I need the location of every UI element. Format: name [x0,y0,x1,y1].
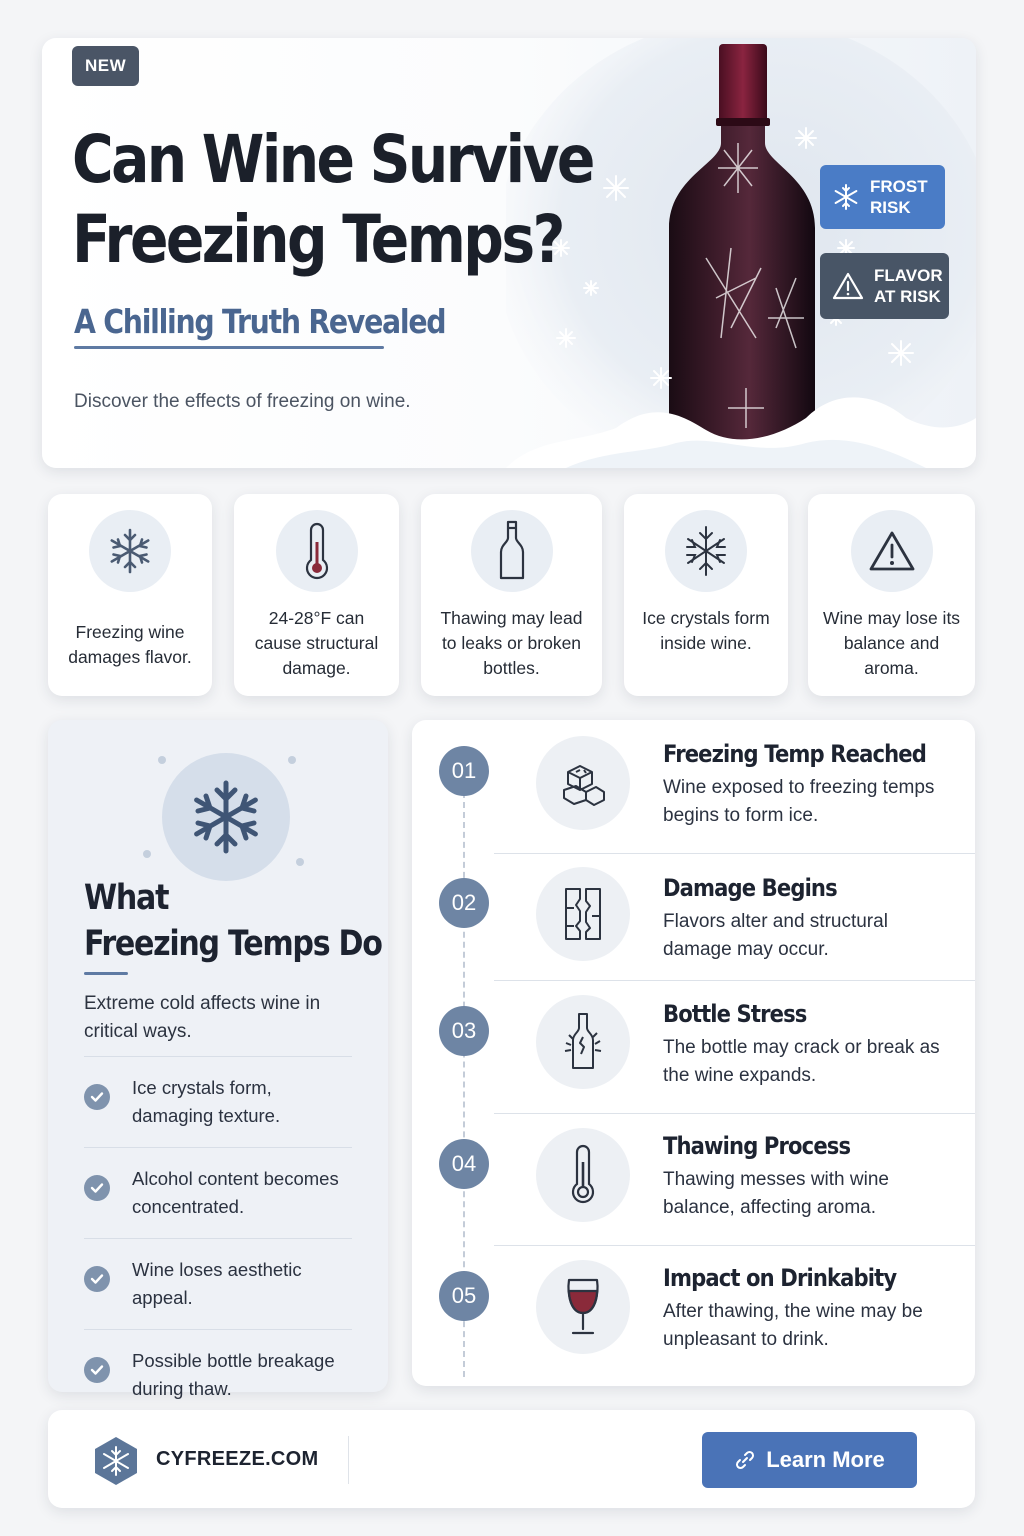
flavor-at-risk-tag [820,253,949,319]
panel-title-underline [84,972,128,975]
checklist-item [84,1147,352,1238]
decor-dot [296,858,304,866]
title-line-2: Freezing Temps? [72,201,563,278]
step-icon-circle [536,736,630,830]
fact-card [808,494,975,696]
step-number: 05 [439,1271,489,1321]
check-icon [84,1084,110,1110]
step-number: 01 [439,746,489,796]
fact-card [624,494,788,696]
fact-text: Freezing wine damages flavor. [68,622,192,667]
fact-icon-circle [89,510,171,592]
step-description: The bottle may crack or break as the wine expands. [663,1037,940,1086]
panel-title-line-2: Freezing Temps Do [84,924,382,964]
step-description: After thawing, the wine may be unpleasant to drink. [663,1301,923,1350]
effects-panel [48,720,388,1399]
decor-dot [158,756,166,764]
panel-title [84,875,382,967]
panel-description: Extreme cold affects wine in critical ways. [84,993,321,1042]
step-description: Wine exposed to freezing temps begins to form ice. [663,777,935,826]
check-icon [84,1357,110,1383]
fact-text: Ice crystals form inside wine. [642,608,770,653]
checklist-text: Possible bottle breakage during thaw. [132,1350,335,1399]
hero-banner [42,38,976,468]
decor-dot [143,850,151,858]
cracked-bottle-icon [562,1011,604,1073]
warning-icon [832,271,864,301]
checklist-item [84,1238,352,1329]
step-description: Thawing messes with wine balance, affecting aroma. [663,1169,889,1218]
flavor-at-risk-text: FLAVOR AT RISK [874,266,943,306]
step-icon-circle [536,1128,630,1222]
process-steps [412,720,975,1386]
cracked-structure-icon [563,886,603,942]
decor-dot [288,756,296,764]
fact-text: Wine may lose its balance and aroma. [822,608,961,678]
checklist-item [84,1329,352,1420]
panel-title-line-1: What [84,878,169,918]
fact-icon-circle [276,510,358,592]
step-description: Flavors alter and structural damage may occur. [663,911,888,960]
fact-card [421,494,602,696]
fact-text: Thawing may lead to leaks or broken bottles. [440,608,583,678]
checklist-text: Wine loses aesthetic appeal. [132,1259,302,1308]
fact-card [48,494,212,696]
page-title [72,120,593,280]
bottle-icon [499,520,525,582]
checklist-text: Ice crystals form, damaging texture. [132,1077,281,1126]
footer-bar [48,1410,975,1508]
wine-glass-icon [565,1277,601,1337]
title-line-1: Can Wine Survive [72,121,593,198]
effects-checklist [84,1056,352,1420]
fact-text: 24-28°F can cause structural damage. [254,608,379,678]
link-icon [734,1449,756,1471]
step-title: Thawing Process [663,1132,851,1160]
step-divider [494,980,975,981]
step-icon-circle [536,867,630,961]
step-number: 03 [439,1006,489,1056]
ice-cube-icon [560,760,606,806]
new-badge: NEW [72,46,139,86]
fact-card [234,494,399,696]
step-title: Damage Begins [663,874,837,902]
footer-divider [348,1436,349,1484]
check-icon [84,1266,110,1292]
snowflake-icon [832,183,860,211]
hero-description: Discover the effects of freezing on wine. [74,391,411,412]
step-number: 04 [439,1139,489,1189]
frost-risk-tag [820,165,945,229]
ice-crystal-icon [682,524,730,578]
step-divider [494,853,975,854]
brand-logo-icon [90,1435,142,1487]
step-title: Freezing Temp Reached [663,740,926,768]
frost-risk-text: FROST RISK [870,177,928,217]
checklist-text: Alcohol content becomes concentrated. [132,1168,339,1217]
warning-icon [868,529,916,573]
brand-name: CYFREEZE.COM [156,1448,319,1470]
snowflake-icon [105,526,155,576]
fact-icon-circle [851,510,933,592]
step-number: 02 [439,878,489,928]
learn-more-label: Learn More [766,1447,885,1472]
step-title: Impact on Drinkabity [663,1264,897,1292]
step-icon-circle [536,995,630,1089]
thermometer-icon [568,1144,598,1206]
checklist-item [84,1056,352,1147]
panel-icon-circle [162,753,290,881]
step-title: Bottle Stress [663,1000,807,1028]
step-divider [494,1113,975,1114]
step-divider [494,1245,975,1246]
hero-subtitle: A Chilling Truth Revealed [74,302,446,341]
step-icon-circle [536,1260,630,1354]
learn-more-button[interactable] [702,1432,917,1488]
fact-icon-circle [665,510,747,592]
fact-icon-circle [471,510,553,592]
snowflake-icon [184,775,268,859]
check-icon [84,1175,110,1201]
subtitle-underline [74,346,384,349]
thermometer-icon [302,522,332,580]
